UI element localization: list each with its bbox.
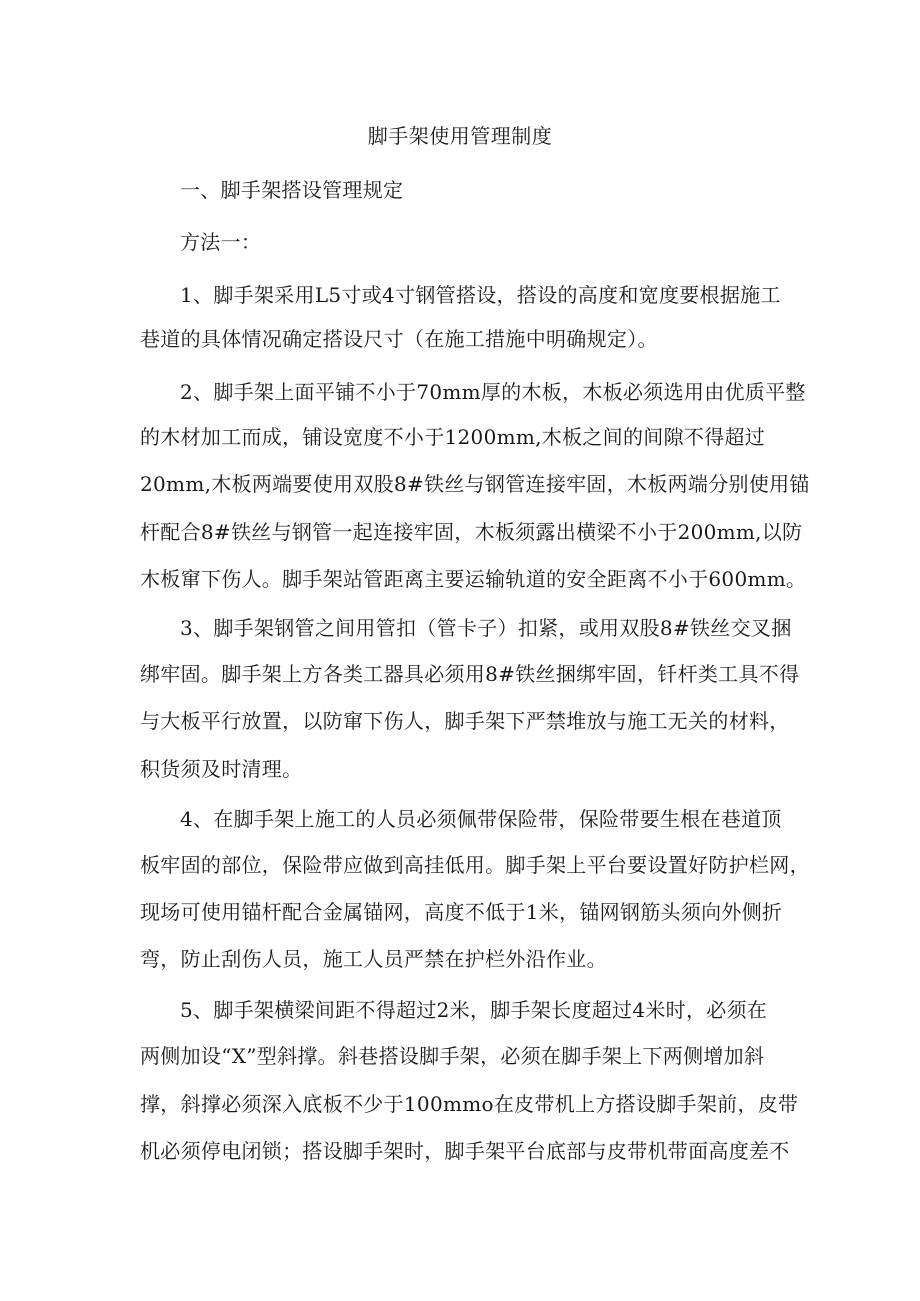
paragraph-line: 杆配合8#铁丝与钢管一起连接牢固，木板须露出横梁不小于200mm,以防 [140,520,803,544]
document-title: 脚手架使用管理制度 [367,124,553,148]
paragraph-line: 与大板平行放置，以防窜下伤人，脚手架下严禁堆放与施工无关的材料， [140,709,790,733]
paragraph-line: 5、脚手架横梁间距不得超过2米，脚手架长度超过4米时，必须在 [180,998,768,1022]
paragraph-line: 3、脚手架钢管之间用管扣（管卡子）扣紧，或用双股8#铁丝交叉捆 [180,616,792,640]
paragraph-line: 1、脚手架采用L5寸或4寸钢管搭设，搭设的高度和宽度要根据施工 [180,283,781,307]
paragraph-line: 绑牢固。脚手架上方各类工器具必须用8#铁丝捆绑牢固，钎杆类工具不得 [140,662,800,686]
paragraph-line: 木板窜下伤人。脚手架站管距离主要运输轨道的安全距离不小于600mm。 [140,567,807,591]
section-heading: 一、脚手架搭设管理规定 [180,178,404,202]
paragraph-line: 积货须及时清理。 [140,757,303,781]
paragraph-line: 20mm,木板两端要使用双股8#铁丝与钢管连接牢固，木板两端分别使用锚 [140,472,810,496]
paragraph-line: 弯，防止刮伤人员，施工人员严禁在护栏外沿作业。 [140,947,607,971]
paragraph-line: 2、脚手架上面平铺不小于70mm厚的木板，木板必须选用由优质平整 [180,380,806,404]
paragraph-line: 板牢固的部位，保险带应做到高挂低用。脚手架上平台要设置好防护栏网， [140,853,810,877]
paragraph-line: 机必须停电闭锁；搭设脚手架时，脚手架平台底部与皮带机带面高度差不 [140,1139,790,1163]
paragraph-line: 的木材加工而成，铺设宽度不小于1200mm,木板之间的间隙不得超过 [140,425,766,449]
paragraph-line: 现场可使用锚杆配合金属锚网，高度不低于1米，锚网钢筋头须向外侧折 [140,900,783,924]
paragraph-line: 巷道的具体情况确定搭设尺寸（在施工措施中明确规定）。 [140,327,658,351]
paragraph-line: 两侧加设“X”型斜撑。斜巷搭设脚手架，必须在脚手架上下两侧增加斜 [140,1044,765,1068]
paragraph-line: 4、在脚手架上施工的人员必须佩带保险带，保险带要生根在巷道顶 [180,807,782,831]
method-label: 方法一： [180,230,262,254]
paragraph-line: 撑，斜撑必须深入底板不少于100mmo在皮带机上方搭设脚手架前，皮带 [140,1092,799,1116]
